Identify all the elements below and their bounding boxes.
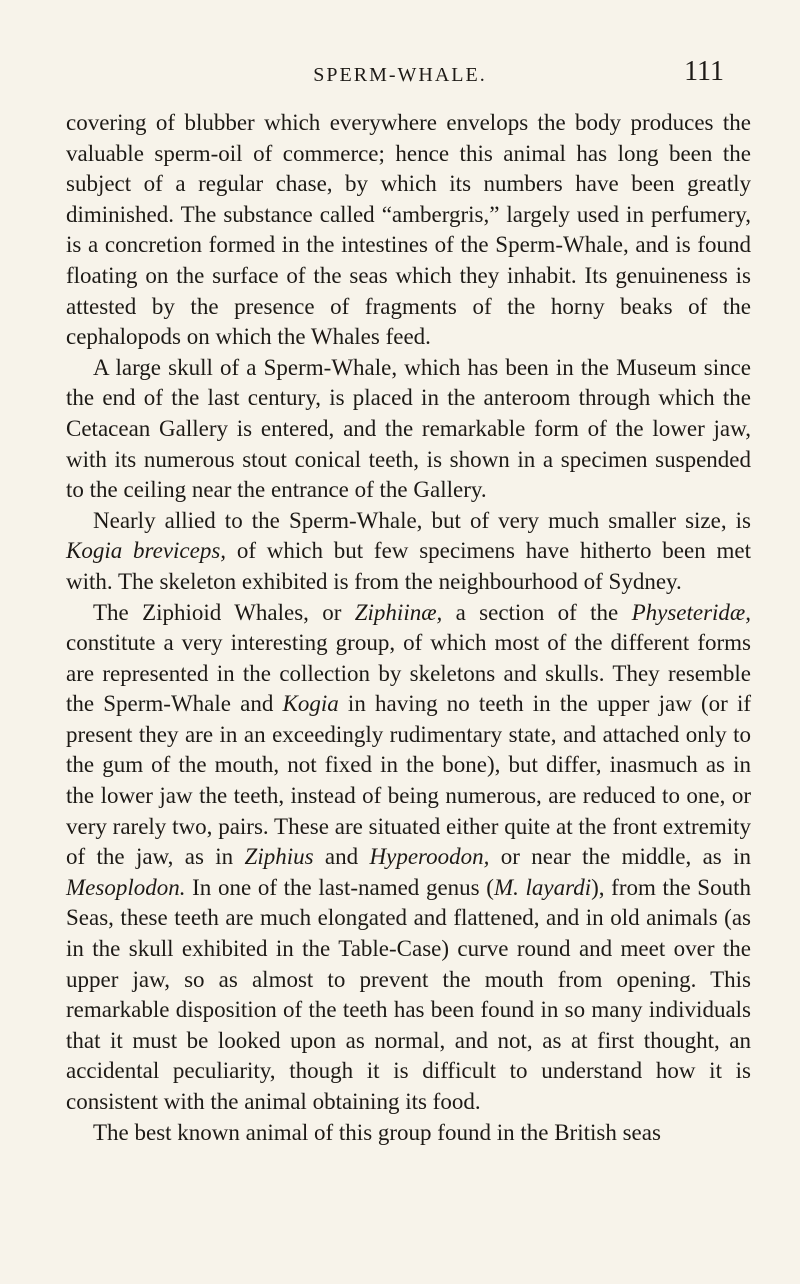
species-name-kogia-breviceps: Kogia breviceps, bbox=[66, 538, 227, 564]
page-header bbox=[0, 56, 800, 90]
paragraph-2 bbox=[66, 353, 751, 506]
paragraph-4-text-6: or near the middle, as in bbox=[489, 844, 752, 870]
paragraph-5 bbox=[66, 1118, 751, 1149]
paragraph-4-text-5: and bbox=[313, 844, 370, 870]
paragraph-1 bbox=[66, 108, 751, 353]
paragraph-4 bbox=[66, 598, 751, 1118]
taxon-physeteridae: Physeteridæ, bbox=[631, 599, 752, 625]
paragraph-4-text-4: in having no teeth in the upper jaw (or if present they are in an exceedingly rudimentary state, and attached only to the gum of the mouth, not fixed in the bone), but differ, inasmuch as in the lower jaw the teeth, instead of being numerous, are reduced to one, or very rarely two, pairs. These are situated either quite at the front extremity of the jaw, as in bbox=[66, 691, 752, 870]
body-text bbox=[66, 108, 751, 1148]
paragraph-5-text: The best known animal of this group found in the British seas bbox=[93, 1119, 661, 1145]
paragraph-4-text-8: ), from the South Seas, these teeth are much elongated and flattened, and in old animals (as in the skull exhibited in the Table-Case) curve round and meet over the upper jaw, so as almost to prevent the mouth from opening. This remarkable disposition of the teeth has been found in so many individuals that it must be looked upon as normal, and not, as at first thought, an accidental peculiarity, though it is difficult to understand how it is consistent with the animal obtaining its food. bbox=[66, 874, 751, 1114]
genus-kogia: Kogia bbox=[282, 691, 339, 717]
paragraph-3-text-2: of which but few specimens have hitherto been met with. The skeleton exhibited is from the neighbourhood of Sydney. bbox=[66, 538, 751, 594]
paragraph-4-text-1: The Ziphioid Whales, or bbox=[93, 599, 355, 625]
paragraph-4-text-3: constitute a very interesting group, of which most of the different forms are represented in the collection by skeletons and skulls. They resemble the Sperm-Whale and bbox=[66, 630, 751, 717]
taxon-ziphiinae: Ziphiinæ, bbox=[354, 599, 443, 625]
paragraph-3-text-1: Nearly allied to the Sperm-Whale, but of very much smaller size, is bbox=[93, 507, 751, 533]
paragraph-4-text-2: a section of the bbox=[442, 599, 632, 625]
page-number: 111 bbox=[684, 56, 724, 87]
paragraph-4-text-7: In one of the last-named genus ( bbox=[185, 874, 494, 900]
paragraph-1-text: covering of blubber which everywhere envelops the body produces the valuable sperm-oil of commerce; hence this animal has long been the subject of a regular chase, by which its numbers have been greatly diminished. The substance called “ambergris,” largely used in perfumery, is a concretion formed in the intestines of the Sperm-Whale, and is found floating on the surface of the seas which they inhabit. Its genuineness is attested by the presence of fragments of the horny beaks of the cephalopods on which the Whales feed. bbox=[66, 110, 751, 350]
paragraph-2-text: A large skull of a Sperm-Whale, which has been in the Museum since the end of the last century, is placed in the anteroom through which the Cetacean Gallery is entered, and the remarkable form of the lower jaw, with its numerous stout conical teeth, is shown in a specimen suspended to the ceiling near the entrance of the Gallery. bbox=[66, 354, 751, 503]
paragraph-3 bbox=[66, 506, 751, 598]
species-m-layardi: M. layardi bbox=[493, 874, 592, 900]
genus-ziphius: Ziphius bbox=[244, 844, 314, 870]
genus-hyperoodon: Hyperoodon, bbox=[369, 844, 490, 870]
running-title: SPERM-WHALE. bbox=[313, 64, 487, 86]
genus-mesoplodon: Mesoplodon. bbox=[66, 874, 186, 900]
